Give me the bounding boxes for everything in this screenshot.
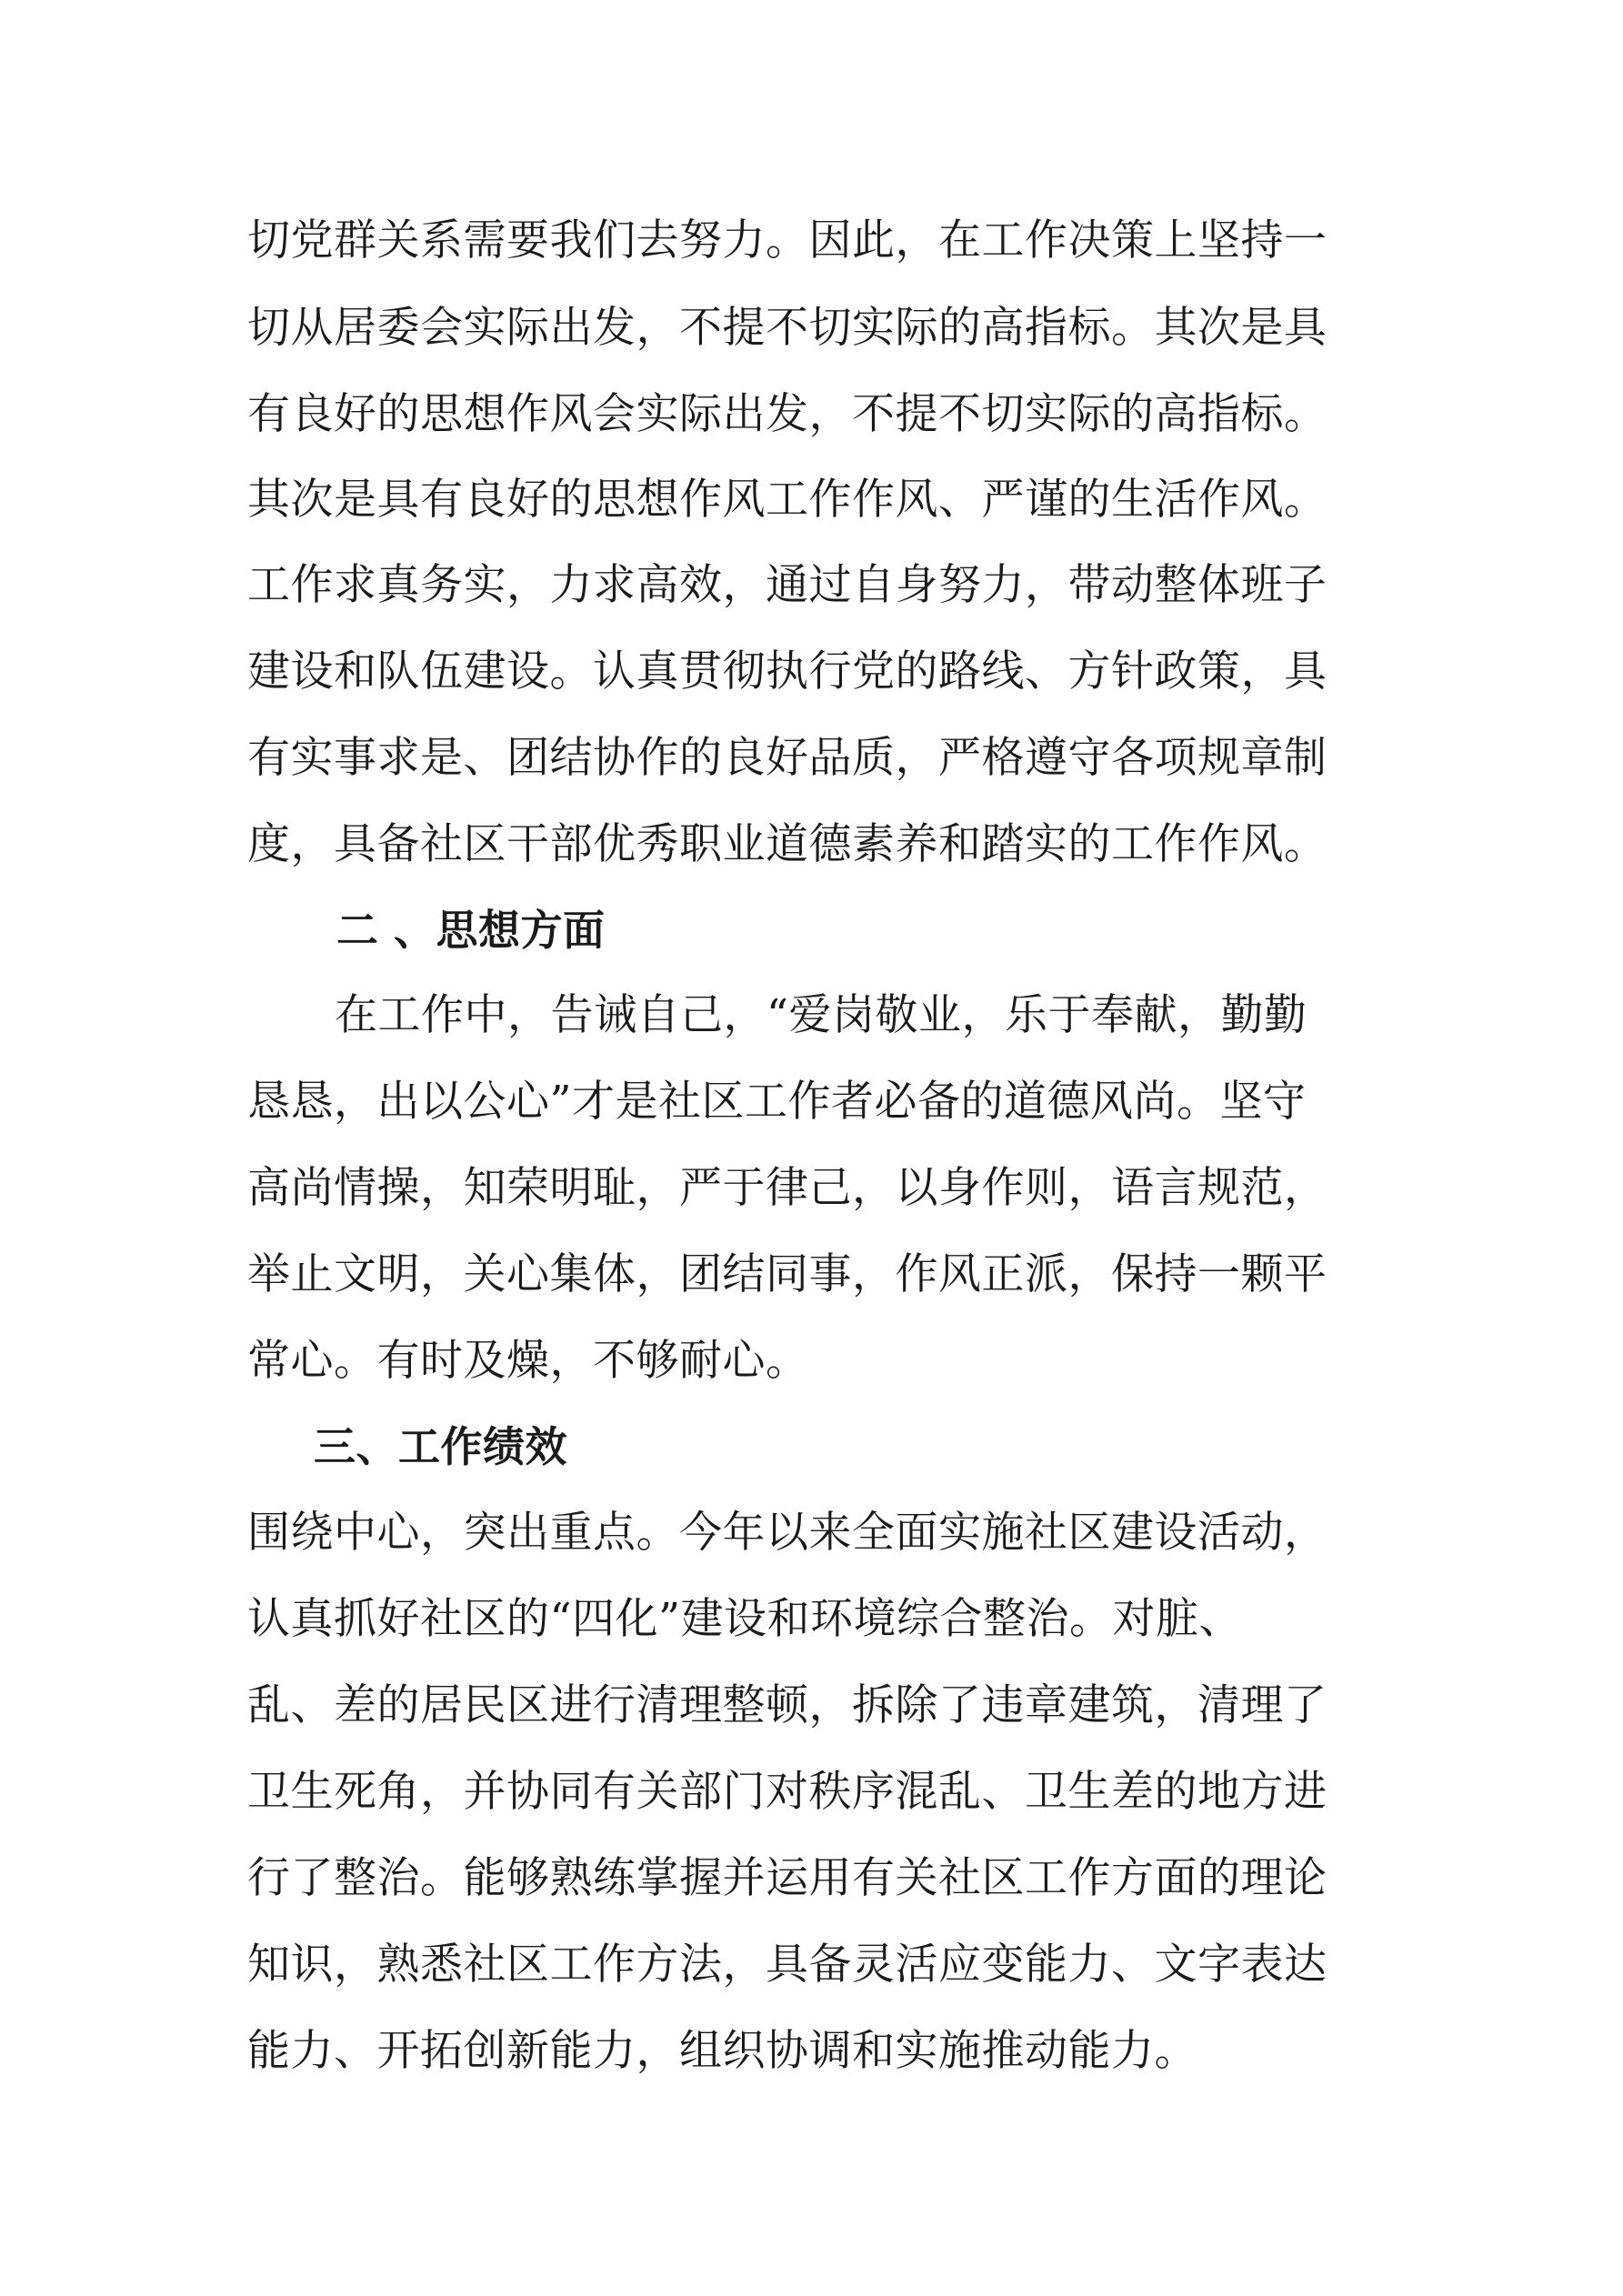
paragraph-line: 切党群关系需要我们去努力。因此，在工作决策上坚持一 [247,216,1327,266]
paragraph-line: 工作求真务实，力求高效，通过自身努力，带动整体班子 [247,560,1327,610]
paragraph-line: 高尚情操，知荣明耻，严于律己，以身作则，语言规范， [247,1163,1327,1213]
paragraph-line: 卫生死角，并协同有关部门对秩序混乱、卫生差的地方进 [247,1767,1327,1817]
paragraph-line: 举止文明，关心集体，团结同事，作风正派，保持一颗平 [247,1249,1327,1299]
paragraph-line: 常心。有时及燥，不够耐心。 [247,1336,809,1386]
paragraph-line: 恳恳，出以公心”才是社区工作者必备的道德风尚。坚守 [247,1077,1307,1127]
paragraph-line: 认真抓好社区的“四化”建设和环境综合整治。对脏、 [247,1594,1243,1644]
paragraph-line: 建设和队伍建设。认真贯彻执行党的路线、方针政策，具 [247,647,1327,697]
paragraph-line: 有良好的思想作风会实际出发，不提不切实际的高指标。 [247,389,1327,439]
paragraph-line: 度，具备社区干部优秀职业道德素养和踏实的工作作风。 [247,819,1327,869]
section-heading-performance: 三、工作绩效 [314,1422,567,1471]
paragraph-line: 其次是具有良好的思想作风工作作风、严谨的生活作风。 [247,475,1327,525]
paragraph-line: 切从居委会实际出发，不提不切实际的高指标。其次是具 [247,303,1327,353]
paragraph-line: 围绕中心，突出重点。今年以来全面实施社区建设活动， [247,1508,1327,1558]
paragraph-line: 在工作中，告诫自己，“爱岗敬业，乐于奉献，勤勤 [335,990,1307,1040]
paragraph-line: 乱、差的居民区进行清理整顿，拆除了违章建筑，清理了 [247,1680,1327,1730]
paragraph-line: 行了整治。能够熟练掌握并运用有关社区工作方面的理论 [247,1853,1327,1903]
paragraph-line: 有实事求是、团结协作的良好品质，严格遵守各项规章制 [247,733,1327,783]
section-heading-thought: 二 、思想方面 [336,906,606,955]
paragraph-line: 知识，熟悉社区工作方法，具备灵活应变能力、文字表达 [247,1940,1327,1990]
paragraph-line: 能力、开拓创新能力，组织协调和实施推动能力。 [247,2026,1197,2076]
